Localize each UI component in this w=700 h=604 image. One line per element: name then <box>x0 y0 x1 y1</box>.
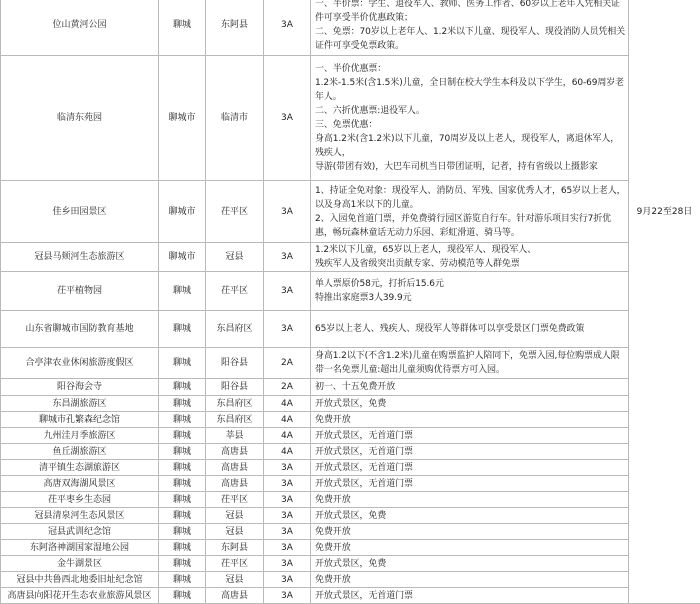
table-row <box>1 508 700 524</box>
level-cell: 3A <box>264 0 311 56</box>
ticket-policy-cell: 单人票原价58元，打折后15.6元 特推出家庭票3人39.9元 <box>311 272 629 311</box>
ticket-policy-cell: 开放式景区，无首道门票 <box>311 428 629 444</box>
level-cell: 3A <box>264 588 311 604</box>
district-cell: 东阿县 <box>206 540 264 556</box>
table-row <box>1 181 700 243</box>
district-cell: 东昌府区 <box>206 396 264 412</box>
level-cell: 3A <box>264 556 311 572</box>
scenic-spot-name: 冠县武训纪念馆 <box>1 524 159 540</box>
table-row <box>1 396 700 412</box>
scenic-spot-name: 茌平植物园 <box>1 272 159 311</box>
table-row <box>1 412 700 428</box>
scenic-spot-name: 合亭津农业休闲旅游度假区 <box>1 348 159 379</box>
level-cell: 3A <box>264 460 311 476</box>
scenic-spot-name: 临清东苑园 <box>1 56 159 181</box>
ticket-policy-cell: 免费开放 <box>311 540 629 556</box>
scenic-spot-name: 九州洼月季旅游区 <box>1 428 159 444</box>
district-cell: 冠县 <box>206 508 264 524</box>
table-row <box>1 556 700 572</box>
ticket-policy-cell: 开放式景区，无首道门票 <box>311 460 629 476</box>
city-cell: 聊城 <box>159 412 206 428</box>
level-cell: 3A <box>264 243 311 272</box>
ticket-policy-cell: 开放式景区，无首道门票 <box>311 476 629 492</box>
city-cell: 聊城 <box>159 396 206 412</box>
city-cell: 聊城 <box>159 492 206 508</box>
scenic-spot-name: 山东省聊城市国防教育基地 <box>1 311 159 348</box>
ticket-policy-cell: 1.2米以下儿童，65岁以上老人，现役军人、现役军人、 残疾军人及省级突出贡献专家、劳动模范等人群免票 <box>311 243 629 272</box>
level-cell: 3A <box>264 508 311 524</box>
date-range-cell: 9月22至28日 <box>629 0 700 604</box>
level-cell: 3A <box>264 272 311 311</box>
district-cell: 东昌府区 <box>206 311 264 348</box>
level-cell: 3A <box>264 540 311 556</box>
level-cell: 2A <box>264 348 311 379</box>
district-cell: 临清市 <box>206 56 264 181</box>
city-cell: 聊城 <box>159 428 206 444</box>
district-cell: 高唐县 <box>206 460 264 476</box>
city-cell: 聊城 <box>159 524 206 540</box>
ticket-policy-cell: 免费开放 <box>311 412 629 428</box>
ticket-policy-cell: 身高1.2以下(不含1.2米)儿童在购票监护人陪同下，免票入园,每位购票成人限带一名免票儿童:超出儿童须购优待票方可入园。 <box>311 348 629 379</box>
ticket-policy-cell: 初一、十五免费开放 <box>311 379 629 396</box>
scenic-spot-name: 东阿洛神湖国家湿地公园 <box>1 540 159 556</box>
scenic-spot-name: 金牛湖景区 <box>1 556 159 572</box>
city-cell: 聊城市 <box>159 181 206 243</box>
city-cell: 聊城 <box>159 460 206 476</box>
district-cell: 阳谷县 <box>206 379 264 396</box>
scenic-spot-name: 聊城市孔繁森纪念馆 <box>1 412 159 428</box>
table-row <box>1 311 700 348</box>
city-cell: 聊城 <box>159 572 206 588</box>
ticket-policy-cell: 开放式景区，无首道门票 <box>311 588 629 604</box>
table-row <box>1 444 700 460</box>
table-row <box>1 56 700 181</box>
district-cell: 茌平区 <box>206 556 264 572</box>
ticket-policy-cell: 免费开放 <box>311 572 629 588</box>
district-cell: 冠县 <box>206 572 264 588</box>
ticket-policy-cell: 开放式景区，无首道门票 <box>311 444 629 460</box>
level-cell: 4A <box>264 444 311 460</box>
scenic-spot-name: 位山黄河公园 <box>1 0 159 56</box>
district-cell: 高唐县 <box>206 588 264 604</box>
city-cell: 聊城 <box>159 540 206 556</box>
table-row <box>1 588 700 604</box>
scenic-spot-name: 冠县中共鲁西北地委旧址纪念馆 <box>1 572 159 588</box>
table-row <box>1 0 700 56</box>
city-cell: 聊城 <box>159 444 206 460</box>
table-row <box>1 524 700 540</box>
city-cell: 聊城 <box>159 348 206 379</box>
city-cell: 聊城 <box>159 476 206 492</box>
scenic-spot-name: 高唐县向阳花开生态农业旅游风景区 <box>1 588 159 604</box>
table-row <box>1 243 700 272</box>
ticket-policy-cell: 开放式景区，免费 <box>311 556 629 572</box>
district-cell: 冠县 <box>206 524 264 540</box>
district-cell: 茌平区 <box>206 272 264 311</box>
city-cell: 聊城 <box>159 0 206 56</box>
level-cell: 4A <box>264 412 311 428</box>
ticket-policy-cell: 65岁以上老人、残疾人、现役军人等群体可以享受景区门票免费政策 <box>311 311 629 348</box>
level-cell: 4A <box>264 396 311 412</box>
district-cell: 高唐县 <box>206 476 264 492</box>
scenic-spot-name: 鱼丘湖旅游区 <box>1 444 159 460</box>
ticket-policy-cell: 开放式景区，免费 <box>311 508 629 524</box>
level-cell: 3A <box>264 181 311 243</box>
table-row <box>1 379 700 396</box>
level-cell: 4A <box>264 428 311 444</box>
ticket-policy-cell: 开放式景区，免费 <box>311 396 629 412</box>
table-body <box>1 0 700 604</box>
scenic-spot-name: 佳乡田园景区 <box>1 181 159 243</box>
city-cell: 聊城 <box>159 311 206 348</box>
level-cell: 2A <box>264 379 311 396</box>
ticket-policy-cell: 一、半价票：学生、退役军人、教师、医务工作者、60岁以上老年人凭相关证件可享受半价优惠政策； 二、免票：70岁以上老年人、1.2米以下儿童、现役军人、现役消防人员凭相关证件可享受免票政策。 <box>311 0 629 56</box>
level-cell: 3A <box>264 524 311 540</box>
city-cell: 聊城 <box>159 508 206 524</box>
district-cell: 莘县 <box>206 428 264 444</box>
city-cell: 聊城市 <box>159 243 206 272</box>
scenic-spot-name: 茌平枣乡生态园 <box>1 492 159 508</box>
scenic-spot-name: 高唐双海湖风景区 <box>1 476 159 492</box>
table-row <box>1 348 700 379</box>
level-cell: 3A <box>264 56 311 181</box>
district-cell: 冠县 <box>206 243 264 272</box>
district-cell: 高唐县 <box>206 444 264 460</box>
level-cell: 3A <box>264 311 311 348</box>
ticket-policy-cell: 一、半价优惠票： 1.2米-1.5米(含1.5米)儿童，全日制在校大学生本科及以下学生，60-69周岁老年人。 二、六折优惠票:退役军人。 三、免票优惠： 身高1.2米(含1.2米)以下儿童，70周岁及以上老人，现役军人，离退休军人，残疾人， 导游(带团有效)，大巴车司机当日带团证明，记者，持有省级以上摄影家 <box>311 56 629 181</box>
level-cell: 3A <box>264 572 311 588</box>
district-cell: 东阿县 <box>206 0 264 56</box>
scenic-spot-name: 阳谷海会寺 <box>1 379 159 396</box>
district-cell: 茌平区 <box>206 181 264 243</box>
table-row <box>1 476 700 492</box>
ticket-policy-cell: 免费开放 <box>311 524 629 540</box>
ticket-policy-cell: 1、持证全免对象：现役军人、消防员、军残、国家优秀人才，65岁以上老人，以及身高1米以下的儿童。 2、入园免首道门票，并免费骑行园区游览自行车。针对游乐项目实行7折优惠，畅玩森林童话无动力乐园、彩虹滑道、骑马等。 <box>311 181 629 243</box>
table-row <box>1 460 700 476</box>
city-cell: 聊城 <box>159 379 206 396</box>
level-cell: 3A <box>264 476 311 492</box>
city-cell: 聊城 <box>159 272 206 311</box>
scenic-spot-name: 冠县清泉河生态风景区 <box>1 508 159 524</box>
district-cell: 东昌府区 <box>206 412 264 428</box>
scenic-spot-name: 清平镇生态湖旅游区 <box>1 460 159 476</box>
table-row <box>1 540 700 556</box>
scenic-spot-name: 冠县马颊河生态旅游区 <box>1 243 159 272</box>
city-cell: 聊城 <box>159 556 206 572</box>
district-cell: 茌平区 <box>206 492 264 508</box>
city-cell: 聊城 <box>159 588 206 604</box>
city-cell: 聊城市 <box>159 56 206 181</box>
scenic-spot-name: 东昌湖旅游区 <box>1 396 159 412</box>
ticket-policy-cell: 免费开放 <box>311 492 629 508</box>
table-row <box>1 272 700 311</box>
level-cell: 3A <box>264 492 311 508</box>
table-row <box>1 428 700 444</box>
table-row <box>1 492 700 508</box>
district-cell: 阳谷县 <box>206 348 264 379</box>
